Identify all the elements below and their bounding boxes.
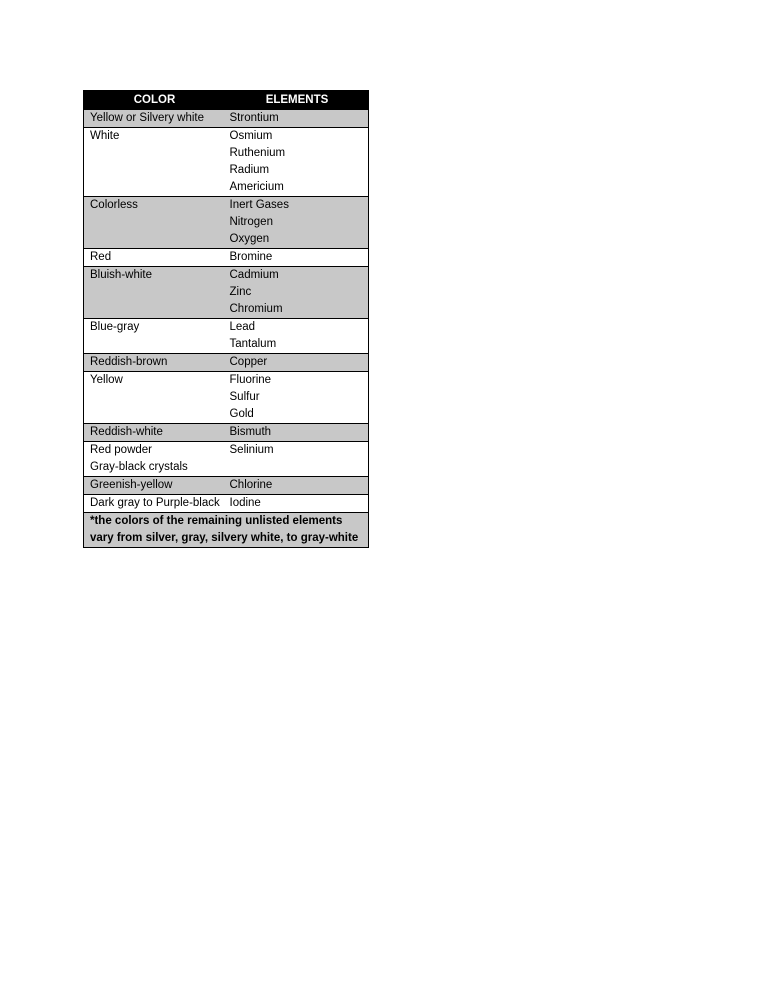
footnote: *the colors of the remaining unlisted elements vary from silver, gray, silvery white, to gray-white <box>84 513 369 548</box>
element-name: Fluorine <box>229 374 272 386</box>
elements-cell <box>226 477 369 495</box>
element-colors-table <box>83 90 369 548</box>
color-text: Reddish-brown <box>90 356 168 368</box>
element-name: Bromine <box>229 251 273 263</box>
element-name: Sulfur <box>229 391 260 403</box>
table-row <box>84 495 369 513</box>
table-row <box>84 354 369 372</box>
color-cell <box>84 197 226 249</box>
color-cell <box>84 110 226 128</box>
color-cell <box>84 424 226 442</box>
header-color: COLOR <box>84 91 226 110</box>
element-name: Zinc <box>229 286 252 298</box>
elements-cell <box>226 495 369 513</box>
element-name: Americium <box>229 181 284 193</box>
color-text: Greenish-yellow <box>90 479 173 491</box>
elements-cell <box>226 110 369 128</box>
table-row <box>84 249 369 267</box>
element-name: Nitrogen <box>229 216 273 228</box>
elements-cell <box>226 354 369 372</box>
elements-cell <box>226 442 369 477</box>
element-name: Oxygen <box>229 233 270 245</box>
element-name: Strontium <box>229 112 279 124</box>
table-row <box>84 372 369 424</box>
table-row <box>84 477 369 495</box>
color-text: Reddish-white <box>90 426 163 438</box>
color-text: Red powder <box>90 444 153 456</box>
elements-cell <box>226 319 369 354</box>
color-cell <box>84 477 226 495</box>
element-name: Ruthenium <box>229 147 286 159</box>
elements-cell <box>226 128 369 197</box>
elements-cell <box>226 372 369 424</box>
color-text: Blue-gray <box>90 321 140 333</box>
table-row <box>84 319 369 354</box>
color-text: Gray-black crystals <box>90 461 188 473</box>
color-cell <box>84 354 226 372</box>
color-cell <box>84 267 226 319</box>
color-cell <box>84 495 226 513</box>
color-cell <box>84 249 226 267</box>
element-name: Tantalum <box>229 338 277 350</box>
element-name: Chromium <box>229 303 283 315</box>
color-text: Dark gray to Purple-black <box>90 497 220 509</box>
element-name: Lead <box>229 321 256 333</box>
footnote-row <box>84 513 369 548</box>
elements-cell <box>226 267 369 319</box>
color-cell <box>84 128 226 197</box>
table-row <box>84 442 369 477</box>
color-text: White <box>90 130 120 142</box>
element-name: Iodine <box>229 497 261 509</box>
element-name: Selinium <box>229 444 274 456</box>
element-name: Gold <box>229 408 254 420</box>
elements-cell <box>226 197 369 249</box>
color-text: Bluish-white <box>90 269 152 281</box>
color-cell <box>84 442 226 477</box>
color-cell <box>84 319 226 354</box>
header-elements: ELEMENTS <box>226 91 369 110</box>
elements-cell <box>226 424 369 442</box>
color-text: Yellow or Silvery white <box>90 112 204 124</box>
table-row <box>84 197 369 249</box>
table-body <box>84 110 369 513</box>
element-name: Osmium <box>229 130 273 142</box>
table-row <box>84 128 369 197</box>
element-name: Cadmium <box>229 269 279 281</box>
elements-cell <box>226 249 369 267</box>
table-header-row <box>84 91 369 110</box>
element-name: Chlorine <box>229 479 273 491</box>
table-row <box>84 424 369 442</box>
element-name: Copper <box>229 356 268 368</box>
table-row <box>84 110 369 128</box>
element-name: Bismuth <box>229 426 272 438</box>
color-text: Colorless <box>90 199 138 211</box>
color-cell <box>84 372 226 424</box>
element-name: Radium <box>229 164 270 176</box>
table-row <box>84 267 369 319</box>
color-text: Yellow <box>90 374 123 386</box>
element-name: Inert Gases <box>229 199 289 211</box>
color-text: Red <box>90 251 112 263</box>
